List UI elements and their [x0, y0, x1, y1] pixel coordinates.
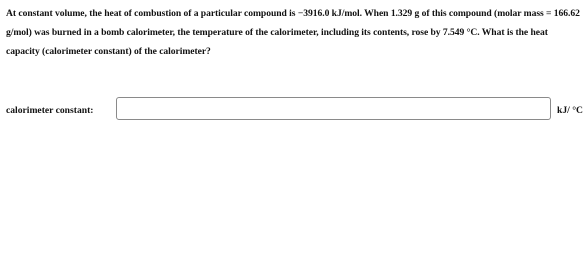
calorimeter-constant-input[interactable]: [116, 97, 551, 120]
calorimeter-constant-label: calorimeter constant:: [6, 105, 94, 116]
question-text: At constant volume, the heat of combustion of a particular compound is −3916.0 kJ/mol. When 1.329 g of this compound (molar mass = 166.62 g/mol) was burned in a bomb calorimeter, the temperature of the calorimeter, including its contents, rose by 7.549 °C. What is the heat capacity (calorimeter constant) of the calorimeter?: [6, 8, 580, 57]
answer-row: [6, 97, 582, 122]
unit-label: kJ/ °C: [557, 105, 583, 116]
